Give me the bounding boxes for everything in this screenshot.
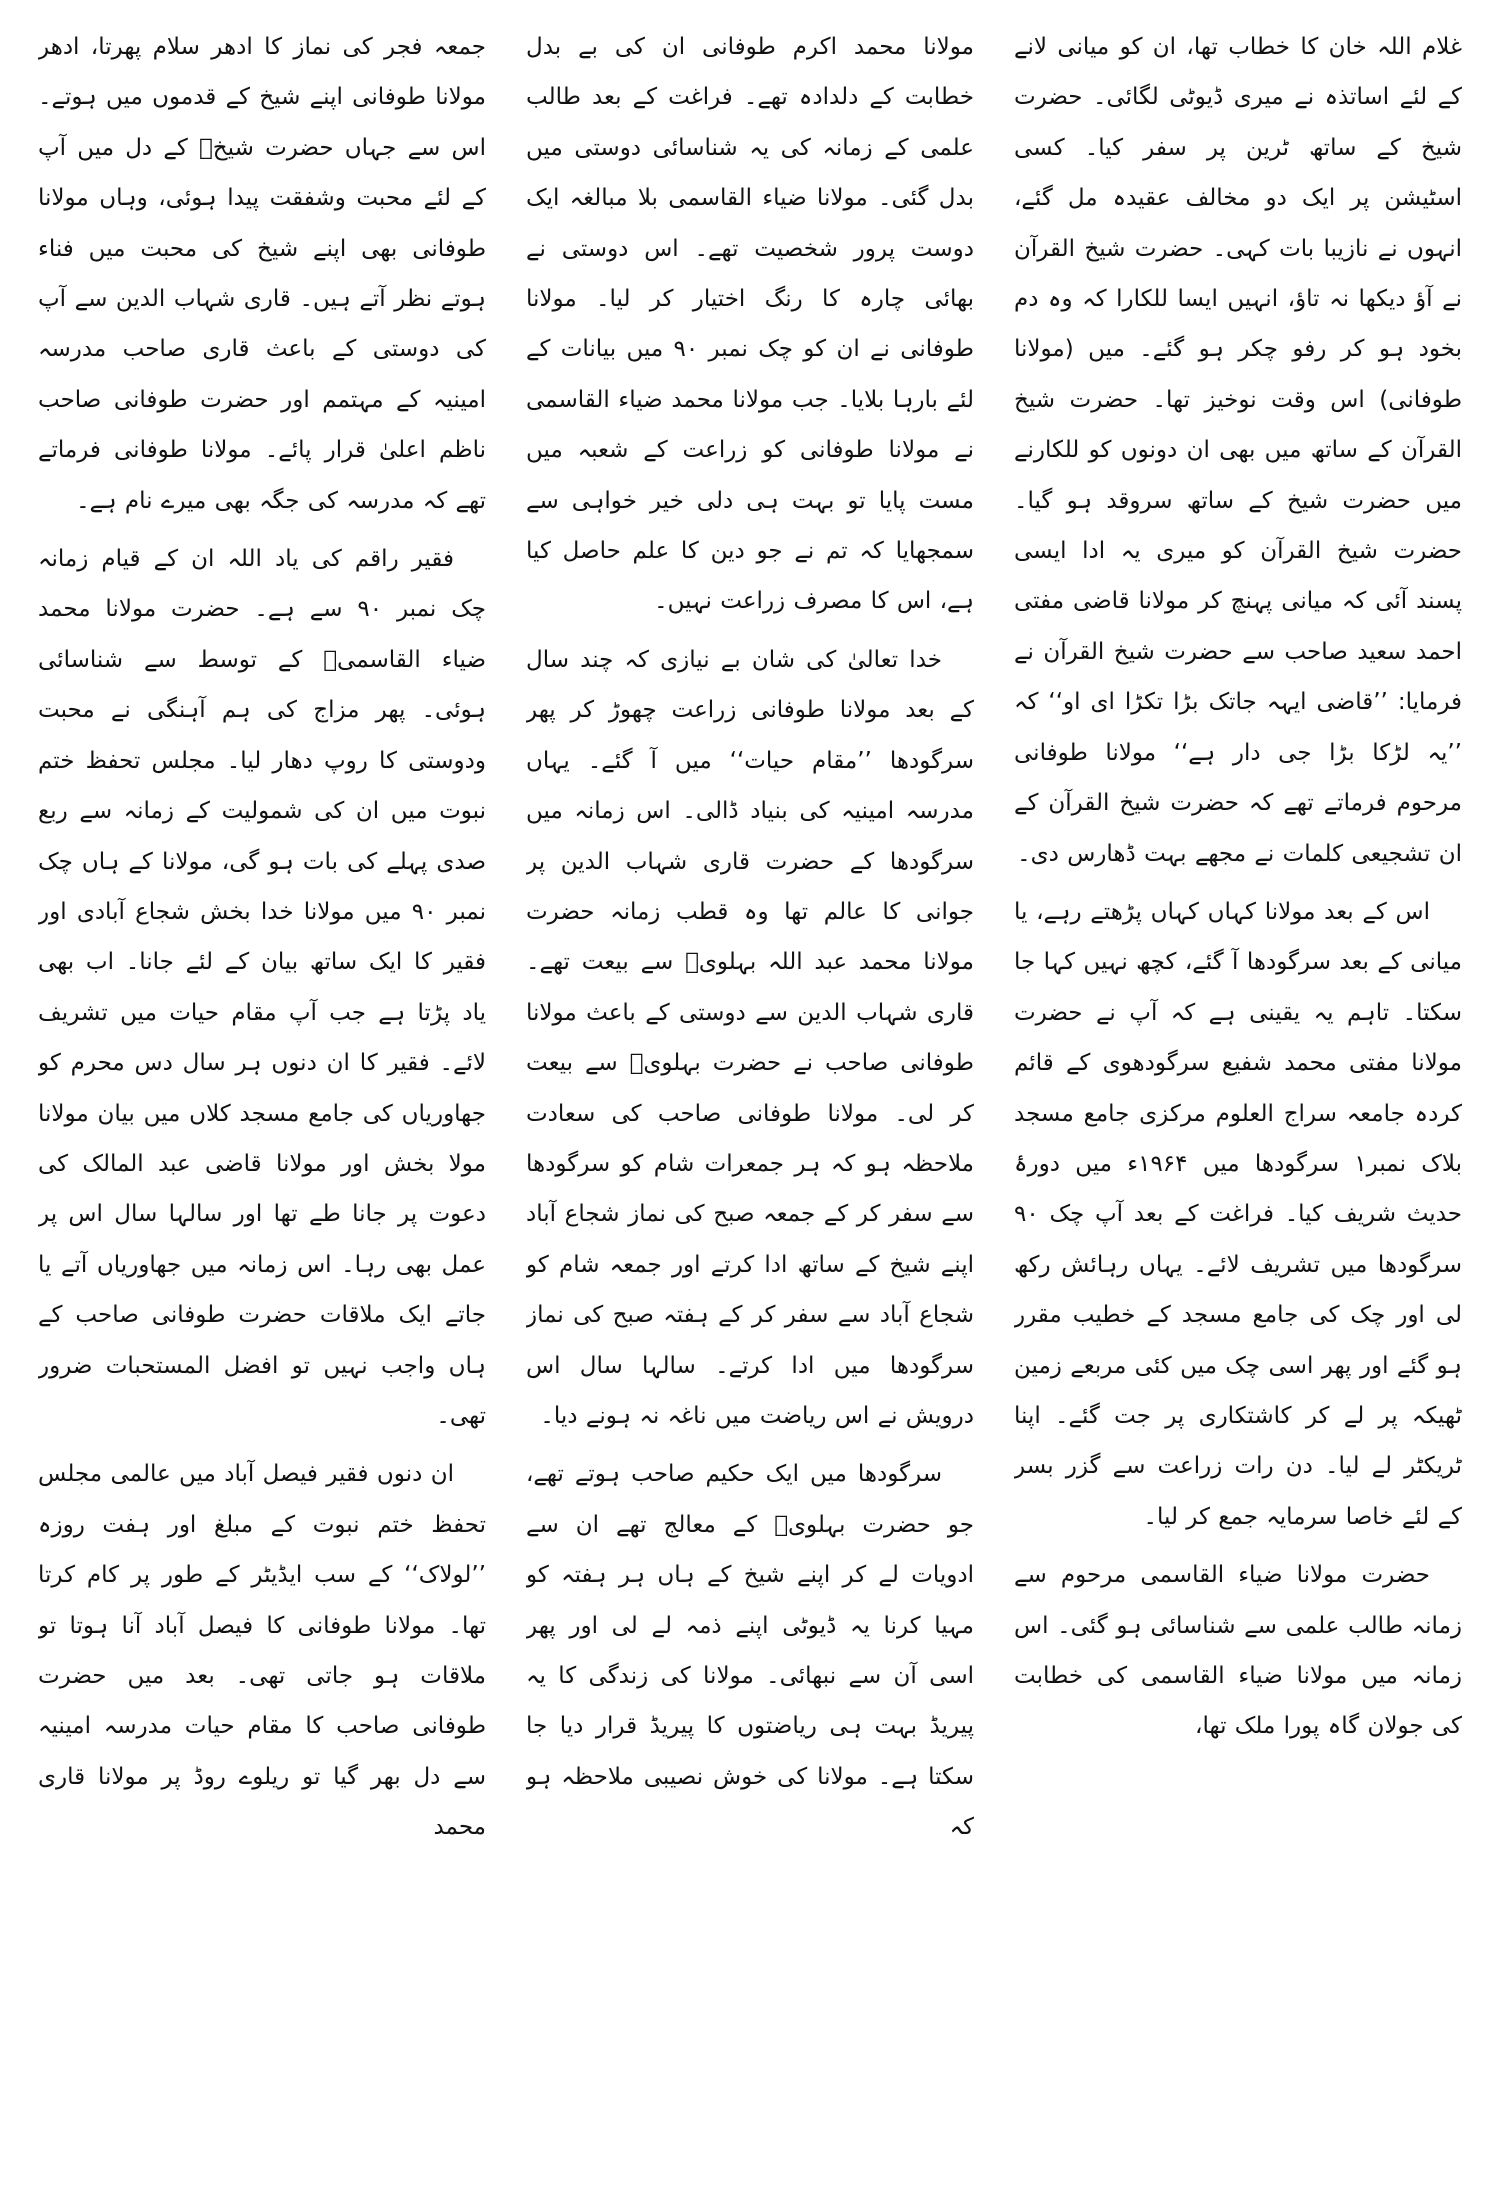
column-right: [1014, 22, 1462, 2182]
column-middle: [526, 22, 974, 2182]
paragraph: حضرت مولانا ضیاء القاسمی مرحوم سے زمانہ طالب علمی سے شناسائی ہو گئی۔ اس زمانہ میں مولانا ضیاء القاسمی کی خطابت کی جولان گاہ پورا ملک تھا،: [1014, 1562, 1462, 1740]
paragraph: ان دنوں فقیر فیصل آباد میں عالمی مجلس تحفظ ختم نبوت کے مبلغ اور ہفت روزہ ’’لولاک‘‘ کے سب ایڈیٹر کے طور پر کام کرتا تھا۔ مولانا طوفانی کا فیصل آباد آنا ہوتا تو ملاقات ہو جاتی تھی۔ بعد میں حضرت طوفانی صاحب کا مقام حیات مدرسہ امینیہ سے دل بھر گیا تو ریلوے روڈ پر مولانا قاری محمد: [38, 1461, 486, 1841]
paragraph: اس کے بعد مولانا کہاں کہاں پڑھتے رہے، یا میانی کے بعد سرگودھا آ گئے، کچھ نہیں کہا جا سکتا۔ تاہم یہ یقینی ہے کہ آپ نے حضرت مولانا مفتی محمد شفیع سرگودھوی کے قائم کردہ جامعہ سراج العلوم مرکزی جامع مسجد بلاک نمبر۱ سرگودھا میں ۱۹۶۴ء میں دورۂ حدیث شریف کیا۔ فراغت کے بعد آپ چک ۹۰ سرگودھا میں تشریف لائے۔ یہاں رہائش رکھ لی اور چک کی جامع مسجد کے خطیب مقرر ہو گئے اور پھر اسی چک میں کئی مربعے زمین ٹھیکہ پر لے کر کاشتکاری پر جت گئے۔ اپنا ٹریکٹر لے لیا۔ دن رات زراعت سے گزر بسر کے لئے خاصا سرمایہ جمع کر لیا۔: [1014, 898, 1462, 1530]
paragraph: خدا تعالیٰ کی شان بے نیازی کہ چند سال کے بعد مولانا طوفانی زراعت چھوڑ کر پھر سرگودھا ’’مقام حیات‘‘ میں آ گئے۔ یہاں مدرسہ امینیہ کی بنیاد ڈالی۔ اس زمانہ میں سرگودھا کے حضرت قاری شہاب الدین پر جوانی کا عالم تھا وہ قطب زمانہ حضرت مولانا محمد عبد اللہ بہلویؒ سے بیعت تھے۔ قاری شہاب الدین سے دوستی کے باعث مولانا طوفانی صاحب نے حضرت بہلویؒ سے بیعت کر لی۔ مولانا طوفانی صاحب کی سعادت ملاحظہ ہو کہ ہر جمعرات شام کو سرگودھا سے سفر کر کے جمعہ صبح کی نماز شجاع آباد اپنے شیخ کے ساتھ ادا کرتے اور جمعہ شام کو شجاع آباد سے سفر کر کے ہفتہ صبح کی نماز سرگودھا میں ادا کرتے۔ سالہا سال اس درویش نے اس ریاضت میں ناغہ نہ ہونے دیا۔: [526, 646, 974, 1429]
paragraph: سرگودھا میں ایک حکیم صاحب ہوتے تھے، جو حضرت بہلویؒ کے معالج تھے ان سے ادویات لے کر اپنے شیخ کے ہاں ہر ہفتہ کو مہیا کرنا یہ ڈیوٹی اپنے ذمہ لے لی اور پھر اسی آن سے نبھائی۔ مولانا کی زندگی کا یہ پیریڈ بہت ہی ریاضتوں کا پیریڈ قرار دیا جا سکتا ہے۔ مولانا کی خوش نصیبی ملاحظہ ہو کہ: [526, 1461, 974, 1841]
paragraph: غلام اللہ خان کا خطاب تھا، ان کو میانی لانے کے لئے اساتذہ نے میری ڈیوٹی لگائی۔ حضرت شیخ کے ساتھ ٹرین پر سفر کیا۔ کسی اسٹیشن پر ایک دو مخالف عقیدہ مل گئے، انہوں نے نازیبا بات کہی۔ حضرت شیخ القرآن نے آؤ دیکھا نہ تاؤ، انہیں ایسا للکارا کہ وہ دم بخود ہو کر رفو چکر ہو گئے۔ میں (مولانا طوفانی) اس وقت نوخیز تھا۔ حضرت شیخ القرآن کے ساتھ میں بھی ان دونوں کو للکارنے میں حضرت شیخ کے ساتھ سروقد ہو گیا۔ حضرت شیخ القرآن کو میری یہ ادا ایسی پسند آئی کہ میانی پہنچ کر مولانا قاضی مفتی احمد سعید صاحب سے حضرت شیخ القرآن نے فرمایا: ’’قاضی ایہہ جاتک بڑا تکڑا ای او‘‘ کہ ’’یہ لڑکا بڑا جی دار ہے‘‘ مولانا طوفانی مرحوم فرماتے تھے کہ حضرت شیخ القرآن کے ان تشجیعی کلمات نے مجھے بہت ڈھارس دی۔: [1014, 34, 1462, 867]
column-left: [38, 22, 486, 2182]
paragraph: فقیر راقم کی یاد اللہ ان کے قیام زمانہ چک نمبر ۹۰ سے ہے۔ حضرت مولانا محمد ضیاء القاسمیؒ کے توسط سے شناسائی ہوئی۔ پھر مزاج کی ہم آہنگی نے محبت ودوستی کا روپ دھار لیا۔ مجلس تحفظ ختم نبوت میں ان کی شمولیت کے زمانہ سے ربع صدی پہلے کی بات ہو گی، مولانا کے ہاں چک نمبر ۹۰ میں مولانا خدا بخش شجاع آبادی اور فقیر کا ایک ساتھ بیان کے لئے جانا۔ اب بھی یاد پڑتا ہے جب آپ مقام حیات میں تشریف لائے۔ فقیر کا ان دنوں ہر سال دس محرم کو جھاوریاں کی جامع مسجد کلاں میں بیان مولانا مولا بخش اور مولانا قاضی عبد المالک کی دعوت پر جانا طے تھا اور سالہا سال اس پر عمل بھی رہا۔ اس زمانہ میں جھاوریاں آتے یا جاتے ایک ملاقات حضرت طوفانی صاحب کے ہاں واجب نہیں تو افضل المستحبات ضرور تھی۔: [38, 546, 486, 1429]
newspaper-page: [38, 22, 1462, 2182]
paragraph: مولانا محمد اکرم طوفانی ان کی بے بدل خطابت کے دلدادہ تھے۔ فراغت کے بعد طالب علمی کے زمانہ کی یہ شناسائی دوستی میں بدل گئی۔ مولانا ضیاء القاسمی بلا مبالغہ ایک دوست پرور شخصیت تھے۔ اس دوستی نے بھائی چارہ کا رنگ اختیار کر لیا۔ مولانا طوفانی نے ان کو چک نمبر ۹۰ میں بیانات کے لئے بارہا بلایا۔ جب مولانا محمد ضیاء القاسمی نے مولانا طوفانی کو زراعت کے شعبہ میں مست پایا تو بہت ہی دلی خیر خواہی سے سمجھایا کہ تم نے جو دین کا علم حاصل کیا ہے، اس کا مصرف زراعت نہیں۔: [526, 34, 974, 615]
paragraph: جمعہ فجر کی نماز کا ادھر سلام پھرتا، ادھر مولانا طوفانی اپنے شیخ کے قدموں میں ہوتے۔ اس سے جہاں حضرت شیخؒ کے دل میں آپ کے لئے محبت وشفقت پیدا ہوئی، وہاں مولانا طوفانی بھی اپنے شیخ کی محبت میں فناء ہوتے نظر آتے ہیں۔ قاری شہاب الدین سے آپ کی دوستی کے باعث قاری صاحب مدرسہ امینیہ کے مہتمم اور حضرت طوفانی صاحب ناظم اعلیٰ قرار پائے۔ مولانا طوفانی فرماتے تھے کہ مدرسہ کی جگہ بھی میرے نام ہے۔: [38, 34, 486, 514]
